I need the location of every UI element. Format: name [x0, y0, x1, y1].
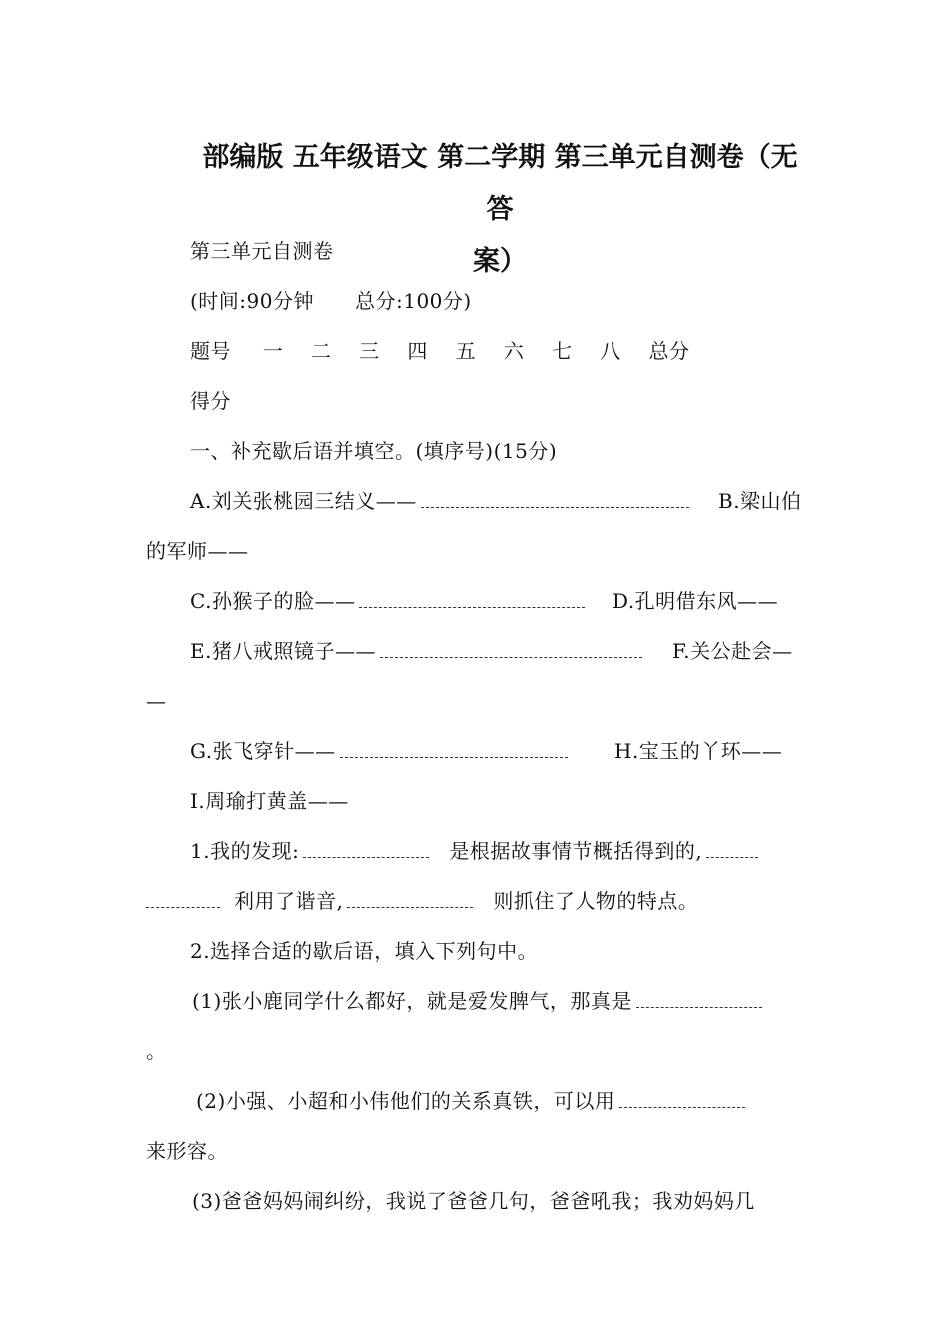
answer-blank[interactable]: [146, 891, 220, 908]
answer-blank[interactable]: [619, 1091, 745, 1108]
score-column: 八: [600, 339, 621, 363]
item-a-text: A.刘关张桃园三结义——: [190, 489, 417, 513]
question-2-sentence-2: [196, 1086, 745, 1116]
item-b-part2: 的军师——: [146, 539, 249, 563]
answer-blank[interactable]: [340, 741, 568, 758]
question-2-sentence-1: [192, 986, 762, 1016]
answer-blank[interactable]: [421, 491, 689, 508]
score-column: 五: [455, 339, 477, 363]
section1-heading: 一、补充歇后语并填空。(填序号)(15分): [190, 439, 558, 463]
item-c: [190, 586, 589, 616]
question-2-sentence-1-end: 。: [146, 1039, 167, 1063]
question-1-line-2: [146, 886, 698, 916]
question-2-sentence-3: (3)爸爸妈妈闹纠纷，我说了爸爸几句，爸爸吼我；我劝妈妈几: [192, 1189, 755, 1213]
item-e-text: E.猪八戒照镜子——: [190, 639, 376, 663]
score-column: 总分: [648, 339, 690, 363]
score-column: 一: [262, 339, 284, 363]
answer-blank[interactable]: [359, 591, 585, 608]
score-column: 二: [310, 339, 332, 363]
score-column: 三: [359, 339, 380, 363]
item-e: [190, 636, 646, 666]
score-column: 七: [552, 339, 573, 363]
q1-prefix: 1.我的发现:: [190, 839, 300, 863]
score-row-label: 得分: [190, 389, 231, 413]
q1-middle1: 是根据故事情节概括得到的,: [449, 839, 703, 863]
q1-middle2: 利用了谐音,: [234, 889, 344, 913]
q1-suffix: 则抓住了人物的特点。: [493, 889, 699, 913]
title-line-2: 案）: [473, 246, 527, 277]
answer-blank[interactable]: [636, 991, 762, 1008]
score-table-header: [190, 336, 689, 366]
score-header-label: 题号: [190, 339, 231, 363]
score-column: 四: [407, 339, 428, 363]
item-f-part2: —: [146, 689, 167, 713]
item-a: [190, 486, 693, 516]
answer-blank[interactable]: [303, 841, 429, 858]
answer-blank[interactable]: [380, 641, 642, 658]
unit-heading: 第三单元自测卷: [190, 239, 334, 263]
item-h: H.宝玉的丫环——: [614, 739, 783, 763]
item-g-text: G.张飞穿针——: [190, 739, 336, 763]
item-c-text: C.孙猴子的脸——: [190, 589, 356, 613]
score-column: 六: [503, 339, 525, 363]
time-info: (时间:90分钟 总分:100分): [190, 289, 472, 313]
item-d: D.孔明借东风——: [612, 589, 779, 613]
title-line-1: 部编版 五年级语文 第二学期 第三单元自测卷（无答: [202, 142, 798, 225]
q2-s1-text: (1)张小鹿同学什么都好，就是爱发脾气，那真是: [192, 989, 632, 1013]
item-b-part1: B.梁山伯: [718, 489, 802, 513]
answer-blank[interactable]: [706, 841, 758, 858]
question-2-sentence-2-end: 来形容。: [146, 1139, 228, 1163]
question-2-heading: 2.选择合适的歇后语，填入下列句中。: [190, 939, 539, 963]
item-f-part1: F.关公赴会—: [672, 639, 793, 663]
item-i: I.周瑜打黄盖——: [190, 789, 349, 813]
answer-blank[interactable]: [347, 891, 473, 908]
item-g: [190, 736, 572, 766]
question-1-line-1: [190, 836, 758, 866]
q2-s2-text: (2)小强、小超和小伟他们的关系真铁，可以用: [196, 1089, 616, 1113]
